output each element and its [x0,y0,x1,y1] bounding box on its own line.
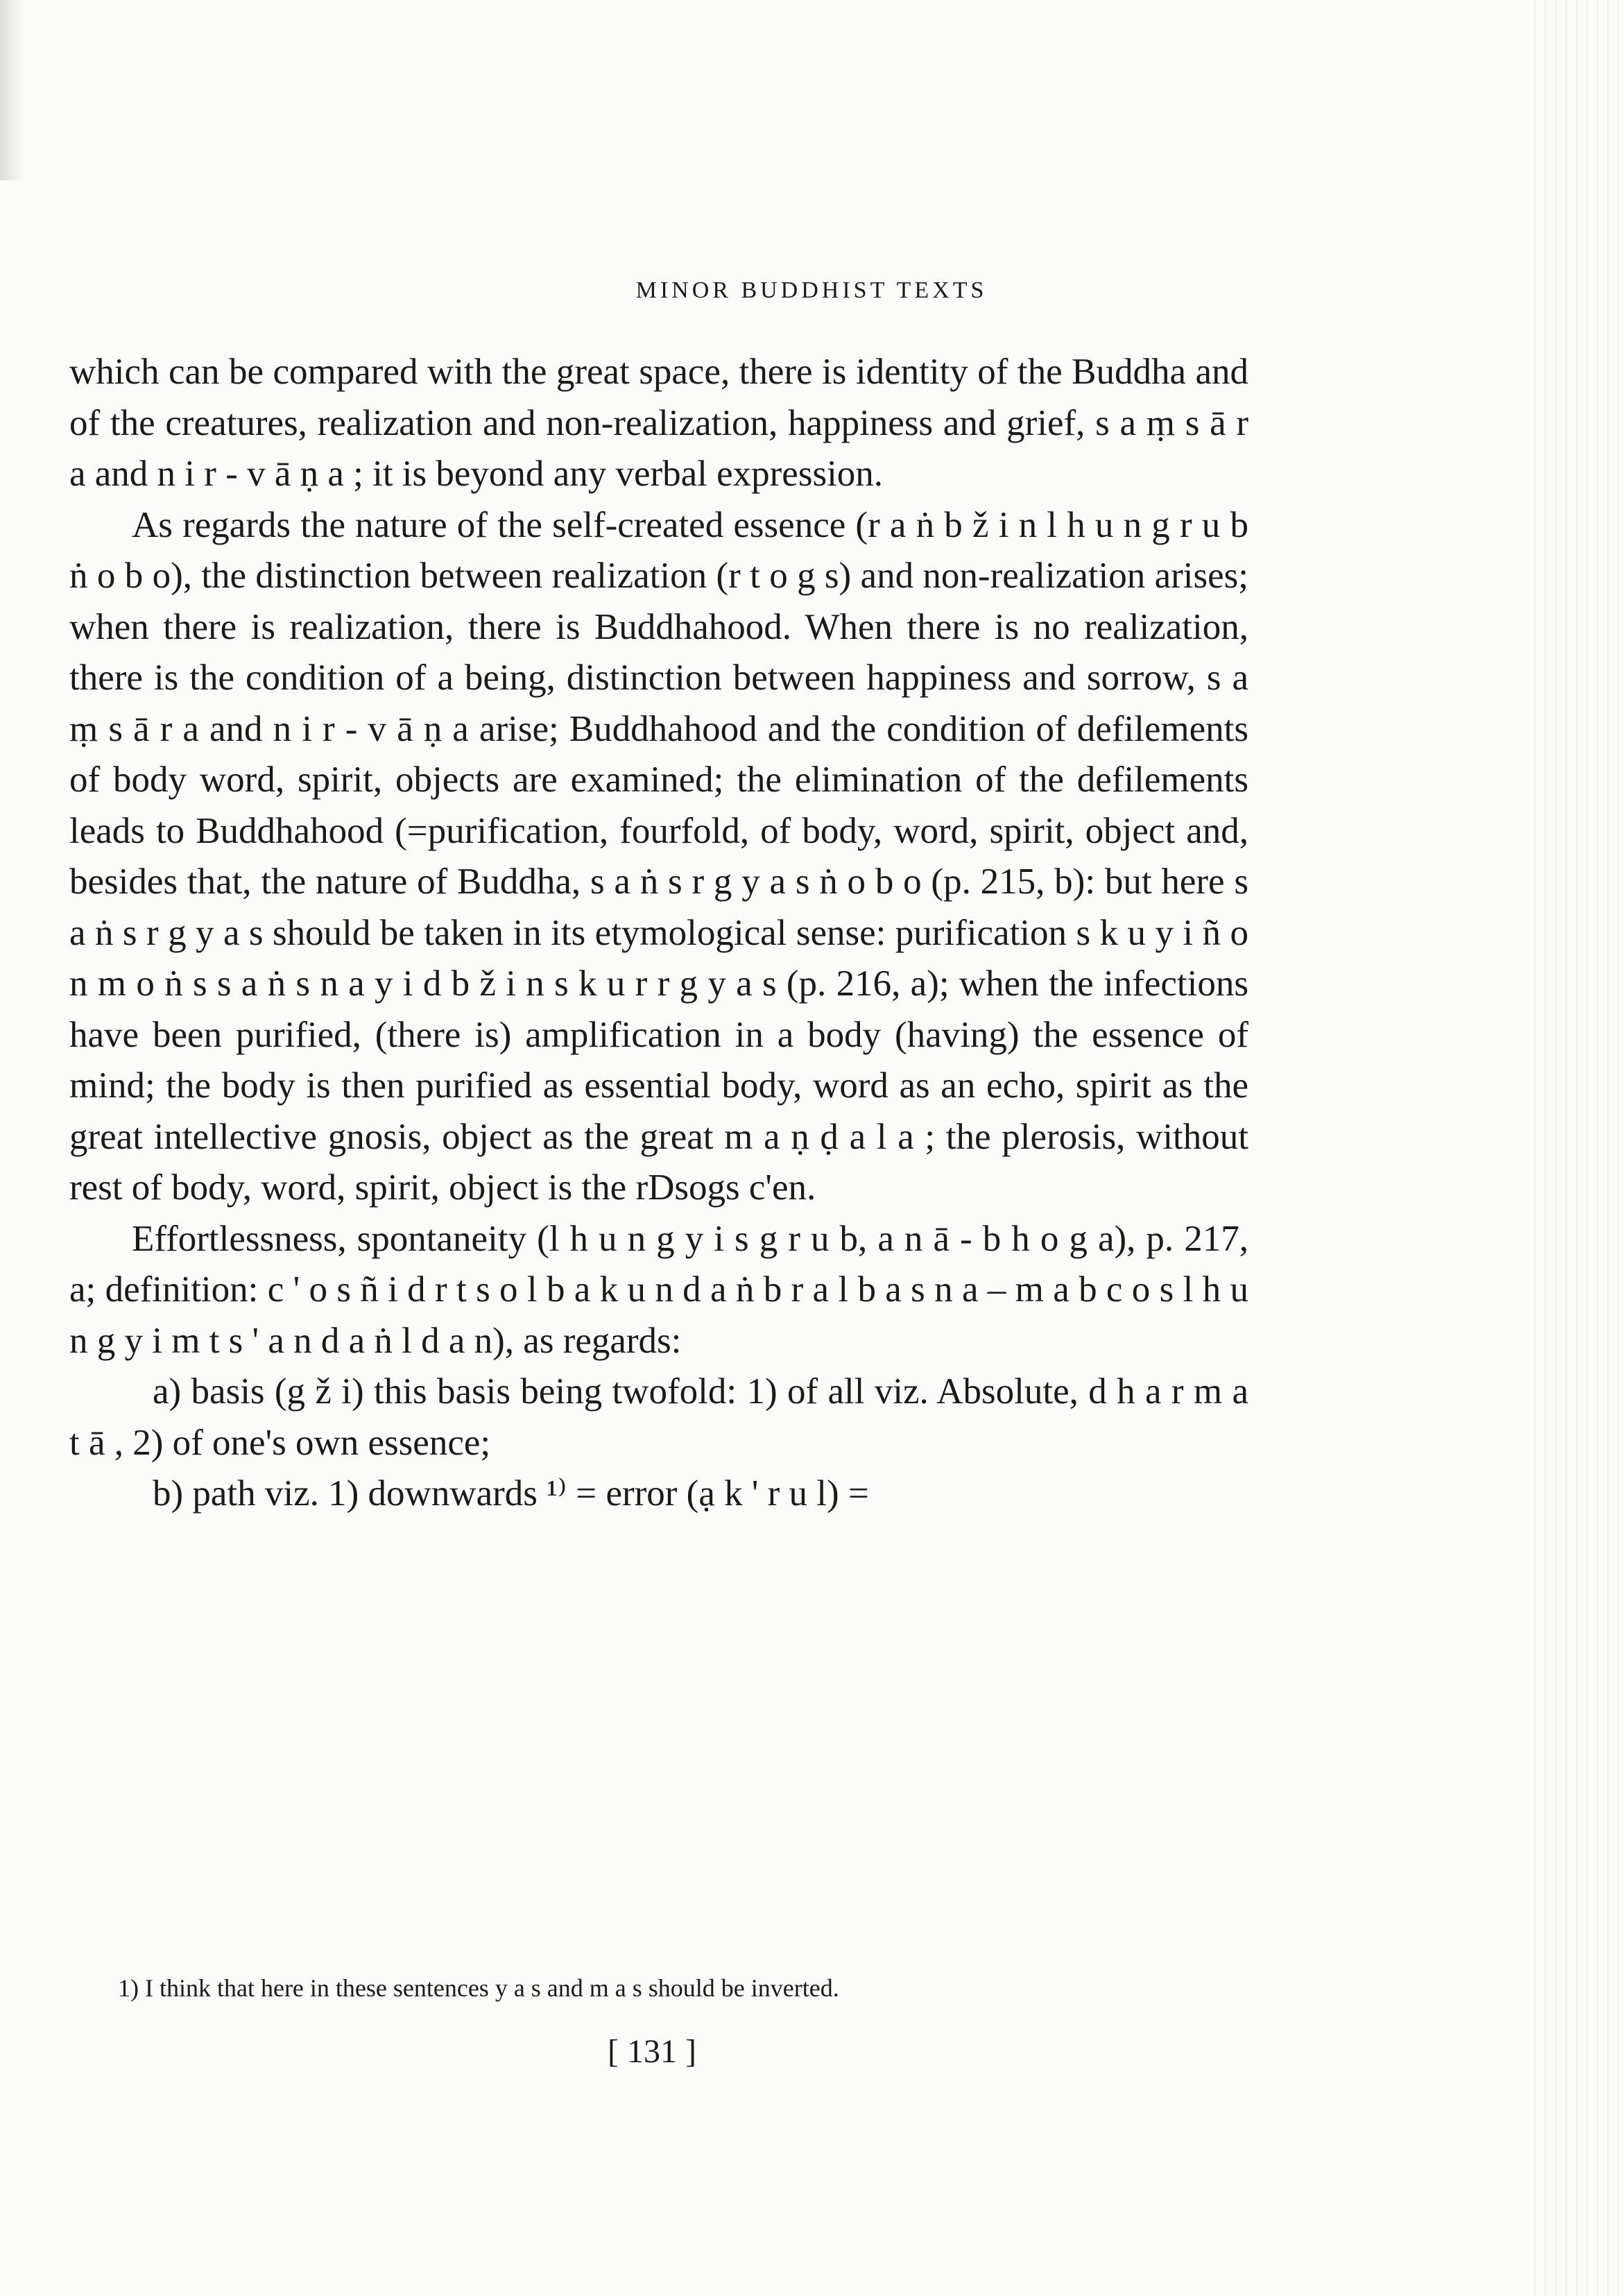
body-text [69,347,1248,1520]
paragraph-3: Effortlessness, spontaneity (l h u n g y i s g r u b, a n ā - b h o g a), p. 217, a; definition: c ' o s ñ i d r t s o l b a k u n d a ṅ b r a l b a s n a – m a b c o s l h u n g y i m t s ' a n d a ṅ l d a n), as regards: [69,1218,1248,1361]
page-number: [ 131 ] [608,2033,696,2070]
footnote: 1) I think that here in these sentences y a s and m a s should be inverted. [118,1974,839,2002]
paragraph-2: As regards the nature of the self-created essence (r a ṅ b ž i n l h u n g r u b ṅ o b o), the distinction between realization (r t o g s) and non-realization arises; when there is realization, there is Buddhahood. When there is no realization, there is the condition of a being, distinction between happiness and sorrow, s a ṃ s ā r a and n i r - v ā ṇ a arise; Buddhahood and the condition of defilements of body word, spirit, objects are examined; the elimination of the defilements leads to Buddhahood (=purification, fourfold, of body, word, spirit, object and, besides that, the nature of Buddha, s a ṅ s r g y a s ṅ o b o (p. 215, b): but here s a ṅ s r g y a s should be taken in its etymological sense: purification s k u y i ñ o n m o ṅ s s a ṅ s n a y i d b ž i n s k u r r g y a s (p. 216, a); when the infections have been purified, (there is) amplification in a body (having) the essence of mind; the body is then purified as essential body, word as an echo, spirit as the great intellective gnosis, object as the great m a ṇ ḍ a l a ; the plerosis, without rest of body, word, spirit, object is the rDsogs c'en. [69,504,1248,1208]
list-item-b: b) path viz. 1) downwards ¹⁾ = error (ạ k ' r u l) = [153,1473,869,1514]
scan-shadow-right [1526,0,1623,2296]
paragraph-1: which can be compared with the great space, there is identity of the Buddha and of the creatures, realization and non-realization, happiness and grief, s a ṃ s ā r a and n i r - v ā ṇ a ; it is beyond any verbal expression. [69,352,1248,494]
scan-shadow-left [0,0,24,180]
running-head: MINOR BUDDHIST TEXTS [635,277,988,303]
list-item-a: a) basis (g ž i) this basis being twofold: 1) of all viz. Absolute, d h a r m a t ā , 2) of one's own essence; [69,1371,1248,1463]
